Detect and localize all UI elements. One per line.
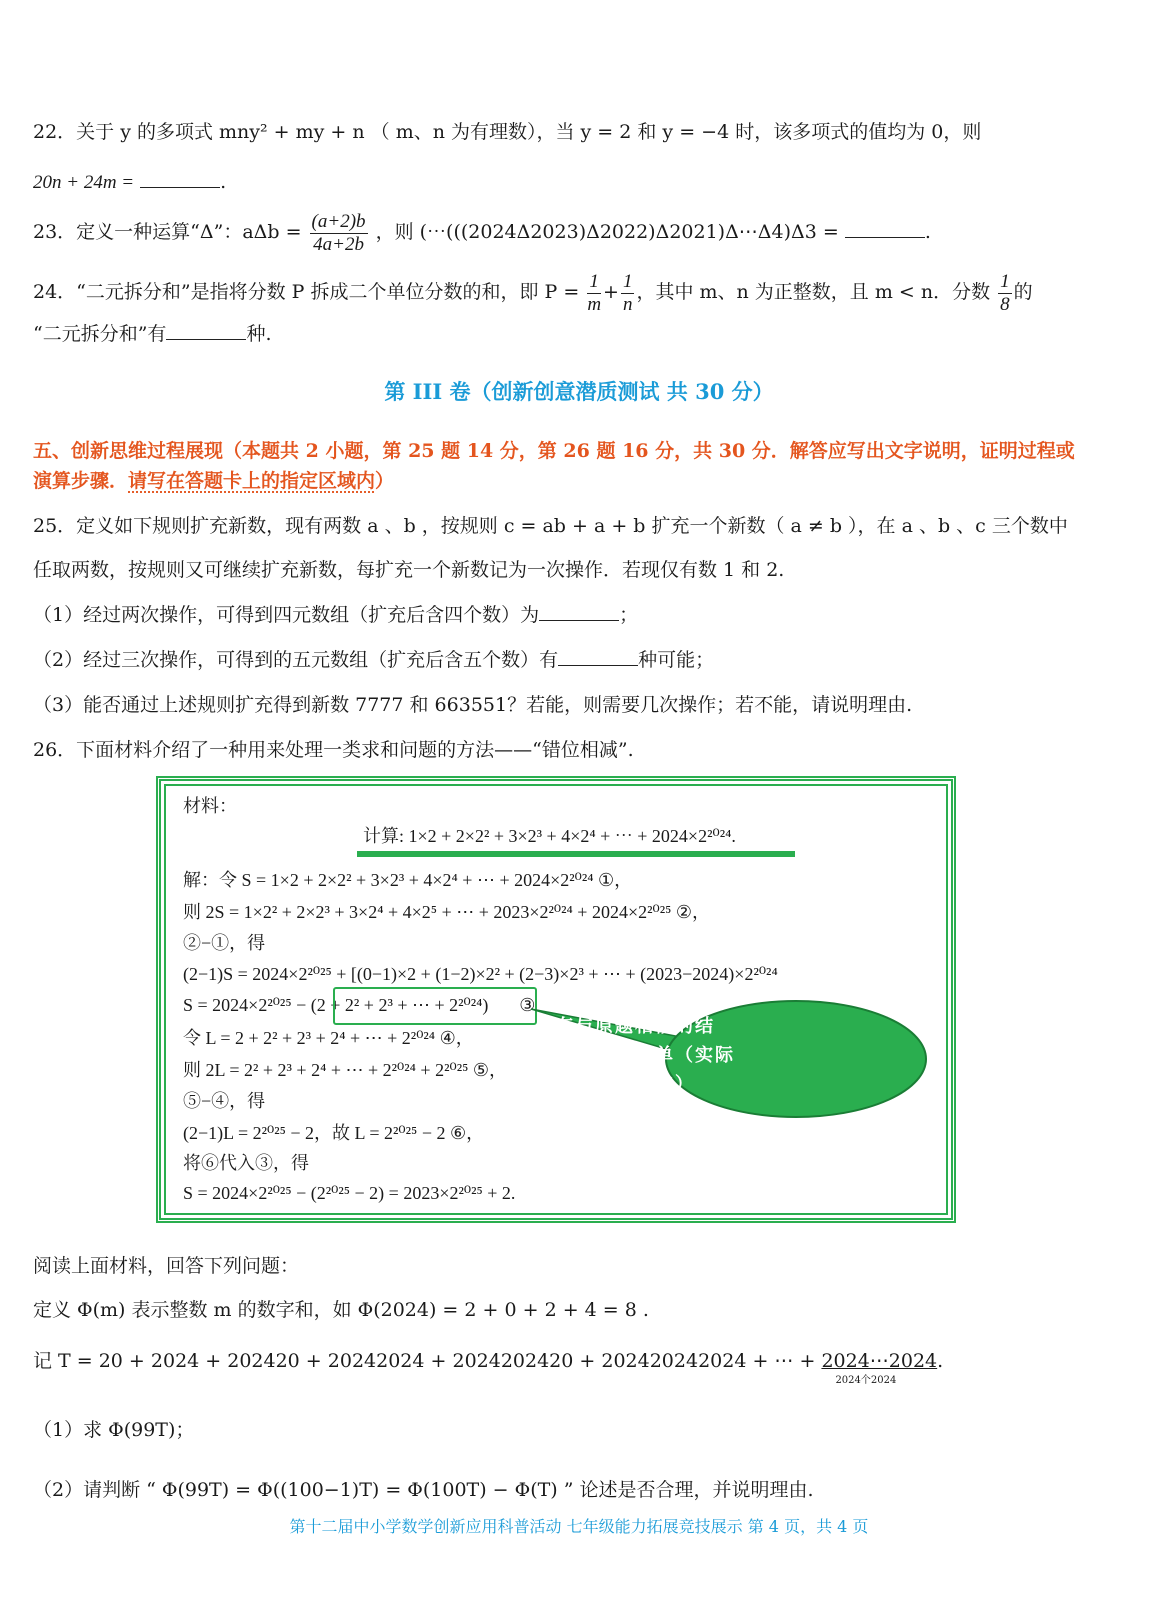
read-prompt: 阅读上面材料，回答下列问题： xyxy=(33,1255,300,1277)
section5-line2 xyxy=(33,466,1118,496)
material-step3: ②−①，得 xyxy=(183,933,266,953)
q22-answer-blank[interactable] xyxy=(140,169,220,188)
section3-title: 第 III 卷（创新创意潜质测试 共 30 分） xyxy=(384,379,774,404)
material-step7: 则 2L = 2² + 2³ + 2⁴ + ⋯ + 2²⁰²⁴ + 2²⁰²⁵ ⑤， xyxy=(183,1060,508,1080)
material-step5-left: S = 2024×2²⁰²⁵ − xyxy=(183,995,307,1015)
q23-fraction-den: 4a+2b xyxy=(313,233,364,255)
q24-f1-num: 1 xyxy=(587,271,601,294)
q23-answer-blank[interactable] xyxy=(845,219,925,238)
material-step2: 则 2S = 1×2² + 2×2³ + 3×2⁴ + 4×2⁵ + ⋯ + 2023×2²⁰²⁴ + 2024×2²⁰²⁵ ②， xyxy=(183,902,711,922)
q26-intro: 26．下面材料介绍了一种用来处理一类求和问题的方法——“错位相减”. xyxy=(33,739,634,761)
q25-part2-blank[interactable] xyxy=(558,647,638,666)
q24-f3-num: 1 xyxy=(1000,270,1010,292)
q24-f1-den: m xyxy=(587,293,602,315)
q25-part3: （3）能否通过上述规则扩充得到新数 7777 和 663551？若能，则需要几次操作；若不能，请说明理由. xyxy=(33,694,913,716)
q24-answer-blank[interactable] xyxy=(166,321,246,340)
page-footer: 第十二届中小学数学创新应用科普活动 七年级能力拓展竞技展示 第 4 页，共 4 页 xyxy=(289,1517,869,1536)
section5-line1: 五、创新思维过程展现（本题共 2 小题，第 25 题 14 分，第 26 题 16 分，共 30 分．解答应写出文字说明，证明过程或 xyxy=(33,440,1075,462)
q25-part1 xyxy=(33,601,1118,629)
q23-fraction-num: (a+2)b xyxy=(311,210,366,232)
q25-part2-suffix: 种可能； xyxy=(638,649,715,671)
q25-part1-suffix: ； xyxy=(619,604,639,626)
q22-expression: 20n + 24m = xyxy=(33,172,135,193)
material-box xyxy=(156,776,956,1223)
material-step5-marker: ③ xyxy=(519,995,536,1015)
q23-fraction xyxy=(310,211,368,256)
question-2: （2）请判断 “ Φ(99T) = Φ((100−1)T) = Φ(100T) − Φ(T) ” 论述是否合理，并说明理由. xyxy=(33,1479,814,1501)
q23-prefix: 23．定义一种运算“Δ”：aΔb = xyxy=(33,221,302,243)
material-label: 材料： xyxy=(183,796,237,816)
material-step4: (2−1)S = 2024×2²⁰²⁵ + [(0−1)×2 + (1−2)×2² + (2−3)×2³ + ⋯ + (2023−2024)×2²⁰²⁴ xyxy=(183,964,778,984)
q25-part2 xyxy=(33,646,1118,674)
q24-f2-den: n xyxy=(622,293,633,315)
highlight-box xyxy=(333,987,537,1025)
q25-line2: 任取两数，按规则又可继续扩充新数，每扩充一个新数记为一次操作．若现仅有数 1 和 2. xyxy=(33,559,785,581)
t-last-term-underbrace: 2024个2024 xyxy=(835,1375,897,1386)
t-last-term xyxy=(821,1347,938,1386)
q24-line2-prefix: “二元拆分和”有 xyxy=(33,323,167,345)
question-1: （1）求 Φ(99T)； xyxy=(33,1419,195,1441)
q23-line: 23．定义一种运算“Δ”：aΔb = $\frac{(a+2)b}{4a+2b}$ ，则 (⋯(((2024Δ2023)Δ2022)Δ2021)Δ⋯Δ4)Δ3 = . xyxy=(33,210,931,255)
t-definition-end: . xyxy=(937,1350,944,1372)
q24-line2-suffix: 种. xyxy=(246,323,272,345)
q25-line1: 25．定义如下规则扩充新数，现有两数 a 、b ，按规则 c = ab + a + b 扩充一个新数（ a ≠ b ），在 a 、b 、c 三个数中 xyxy=(33,515,1068,537)
q24-plus: + xyxy=(603,281,619,303)
q24-fraction-1-over-n xyxy=(621,271,635,316)
q25-part1-blank[interactable] xyxy=(539,602,619,621)
material-step8: ⑤−④，得 xyxy=(183,1091,266,1111)
q24-line1 xyxy=(33,262,1118,322)
q24-f3-den: 8 xyxy=(1000,293,1010,315)
material-step5-highlighted-sum: (2 + 2² + 2³ + ⋯ + 2²⁰²⁴) xyxy=(310,995,489,1015)
material-step10: 将⑥代入③，得 xyxy=(183,1153,309,1173)
t-definition xyxy=(33,1347,1118,1386)
q24-f2-num: 1 xyxy=(622,270,633,292)
q25-part1-text: （1）经过两次操作，可得到四元数组（扩充后含四个数）为 xyxy=(33,604,540,626)
material-step1: 解：令 S = 1×2 + 2×2² + 3×2³ + 4×2⁴ + ⋯ + 2024×2²⁰²⁴ ①， xyxy=(183,870,633,890)
callout-text: 具有与原题相似的结构，且更为简单（实际为等比数列求和） xyxy=(535,1016,735,1095)
section5-heading xyxy=(33,436,1118,496)
material-step6: 令 L = 2 + 2² + 2³ + 2⁴ + ⋯ + 2²⁰²⁴ ④， xyxy=(183,1028,474,1048)
q24-line2 xyxy=(33,320,1118,348)
q24-end: 的 xyxy=(1013,281,1033,303)
q22-line1: 22．关于 y 的多项式 mny² + my + n （ m、n 为有理数），当 y = 2 和 y = −4 时，该多项式的值均为 0，则 xyxy=(33,121,982,143)
q23-suffix: ，则 (⋯(((2024Δ2023)Δ2022)Δ2021)Δ⋯Δ4)Δ3 = xyxy=(375,221,839,243)
phi-definition: 定义 Φ(m) 表示整数 m 的数字和，如 Φ(2024) = 2 + 0 + 2 + 4 = 8 . xyxy=(33,1299,649,1321)
q22-line2: 20n + 24m = . xyxy=(33,171,227,193)
material-step9: (2−1)L = 2²⁰²⁵ − 2，故 L = 2²⁰²⁵ − 2 ⑥， xyxy=(183,1123,485,1143)
q24-prefix: 24．“二元拆分和”是指将分数 P 拆成二个单位分数的和，即 P = xyxy=(33,281,580,303)
q24-fraction-1-over-8 xyxy=(998,271,1012,316)
material-step11: S = 2024×2²⁰²⁵ − (2²⁰²⁵ − 2) = 2023×2²⁰²⁵ + 2. xyxy=(183,1183,516,1203)
section5-line2-emphasis: 请写在答题卡上的指定区域内 xyxy=(128,470,376,492)
material-title-underline xyxy=(357,851,795,857)
q24-fraction-1-over-m xyxy=(587,271,601,316)
material-title: 计算: 1×2 + 2×2² + 3×2³ + 4×2⁴ + ⋯ + 2024×2²⁰²⁴. xyxy=(363,826,736,846)
section5-line2-end: ） xyxy=(375,470,395,492)
t-last-term-value: 2024⋯2024 xyxy=(821,1350,938,1372)
q24-middle: ，其中 m、n 为正整数，且 m < n．分数 xyxy=(636,281,991,303)
q25-part2-text: （2）经过三次操作，可得到的五元数组（扩充后含五个数）有 xyxy=(33,649,559,671)
t-definition-text: 记 T = 20 + 2024 + 202420 + 20242024 + 2024202420 + 202420242024 + ⋯ + xyxy=(33,1350,816,1372)
section5-line2-plain: 演算步骤． xyxy=(33,470,129,492)
